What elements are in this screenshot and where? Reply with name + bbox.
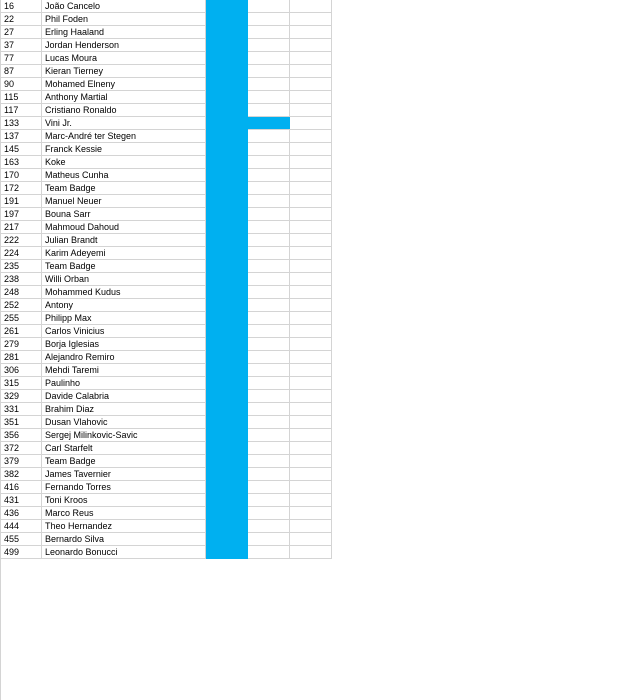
cell-player-name[interactable]: Jordan Henderson bbox=[42, 39, 206, 52]
cell-empty[interactable] bbox=[290, 104, 332, 117]
cell-empty[interactable] bbox=[290, 130, 332, 143]
cell-fill[interactable] bbox=[206, 533, 248, 546]
cell-id[interactable]: 115 bbox=[1, 91, 42, 104]
cell-empty[interactable] bbox=[248, 299, 290, 312]
cell-empty[interactable] bbox=[248, 390, 290, 403]
cell-fill[interactable] bbox=[206, 260, 248, 273]
cell-player-name[interactable]: Leonardo Bonucci bbox=[42, 546, 206, 559]
cell-empty[interactable] bbox=[290, 117, 332, 130]
cell-id[interactable]: 90 bbox=[1, 78, 42, 91]
cell-empty[interactable] bbox=[248, 494, 290, 507]
cell-player-name[interactable]: Manuel Neuer bbox=[42, 195, 206, 208]
cell-empty[interactable] bbox=[290, 546, 332, 559]
cell-id[interactable]: 77 bbox=[1, 52, 42, 65]
cell-empty[interactable] bbox=[248, 156, 290, 169]
cell-empty[interactable] bbox=[248, 26, 290, 39]
table-row bbox=[1, 104, 332, 117]
cell-empty[interactable] bbox=[290, 13, 332, 26]
cell-empty[interactable] bbox=[290, 91, 332, 104]
cell-fill[interactable] bbox=[206, 481, 248, 494]
table-row bbox=[1, 208, 332, 221]
cell-empty[interactable] bbox=[248, 338, 290, 351]
cell-fill[interactable] bbox=[206, 26, 248, 39]
cell-empty[interactable] bbox=[290, 156, 332, 169]
cell-id[interactable]: 145 bbox=[1, 143, 42, 156]
cell-player-name[interactable]: Sergej Milinkovic-Savic bbox=[42, 429, 206, 442]
cell-player-name[interactable]: Team Badge bbox=[42, 260, 206, 273]
cell-player-name[interactable]: Antony bbox=[42, 299, 206, 312]
cell-empty[interactable] bbox=[290, 286, 332, 299]
cell-fill[interactable] bbox=[206, 546, 248, 559]
cell-fill[interactable] bbox=[206, 364, 248, 377]
table-row bbox=[1, 507, 332, 520]
table-row bbox=[1, 377, 332, 390]
cell-player-name[interactable]: Mohammed Kudus bbox=[42, 286, 206, 299]
cell-id[interactable]: 279 bbox=[1, 338, 42, 351]
cell-id[interactable]: 455 bbox=[1, 533, 42, 546]
cell-id[interactable]: 306 bbox=[1, 364, 42, 377]
cell-fill[interactable] bbox=[206, 39, 248, 52]
cell-id[interactable]: 281 bbox=[1, 351, 42, 364]
cell-empty[interactable] bbox=[290, 533, 332, 546]
table-body bbox=[1, 0, 332, 559]
cell-player-name[interactable]: Mehdi Taremi bbox=[42, 364, 206, 377]
table-row bbox=[1, 286, 332, 299]
cell-player-name[interactable]: Davide Calabria bbox=[42, 390, 206, 403]
table-row bbox=[1, 364, 332, 377]
cell-id[interactable]: 261 bbox=[1, 325, 42, 338]
cell-empty[interactable] bbox=[290, 65, 332, 78]
cell-fill[interactable] bbox=[206, 312, 248, 325]
cell-empty[interactable] bbox=[248, 195, 290, 208]
table-row bbox=[1, 234, 332, 247]
cell-empty[interactable] bbox=[248, 481, 290, 494]
cell-fill[interactable] bbox=[206, 234, 248, 247]
cell-empty[interactable] bbox=[290, 52, 332, 65]
table-row bbox=[1, 52, 332, 65]
cell-empty[interactable] bbox=[248, 104, 290, 117]
cell-id[interactable]: 372 bbox=[1, 442, 42, 455]
cell-player-name[interactable]: Lucas Moura bbox=[42, 52, 206, 65]
table-row bbox=[1, 130, 332, 143]
cell-id[interactable]: 431 bbox=[1, 494, 42, 507]
table-row bbox=[1, 442, 332, 455]
table-row bbox=[1, 91, 332, 104]
cell-player-name[interactable]: Koke bbox=[42, 156, 206, 169]
cell-id[interactable]: 172 bbox=[1, 182, 42, 195]
cell-fill[interactable] bbox=[206, 52, 248, 65]
cell-fill[interactable] bbox=[206, 494, 248, 507]
table-row bbox=[1, 390, 332, 403]
cell-id[interactable]: 197 bbox=[1, 208, 42, 221]
cell-empty[interactable] bbox=[290, 390, 332, 403]
cell-fill[interactable] bbox=[206, 195, 248, 208]
cell-empty[interactable] bbox=[248, 286, 290, 299]
cell-fill[interactable] bbox=[206, 208, 248, 221]
cell-empty[interactable] bbox=[290, 234, 332, 247]
cell-player-name[interactable]: Karim Adeyemi bbox=[42, 247, 206, 260]
cell-empty[interactable] bbox=[248, 0, 290, 13]
cell-player-name[interactable]: Bernardo Silva bbox=[42, 533, 206, 546]
cell-player-name[interactable]: Phil Foden bbox=[42, 13, 206, 26]
cell-empty[interactable] bbox=[290, 299, 332, 312]
cell-empty[interactable] bbox=[248, 169, 290, 182]
cell-empty[interactable] bbox=[290, 39, 332, 52]
cell-empty[interactable] bbox=[248, 273, 290, 286]
cell-player-name[interactable]: Vini Jr. bbox=[42, 117, 206, 130]
cell-id[interactable]: 248 bbox=[1, 286, 42, 299]
cell-player-name[interactable]: Cristiano Ronaldo bbox=[42, 104, 206, 117]
table-row bbox=[1, 403, 332, 416]
cell-player-name[interactable]: Kieran Tierney bbox=[42, 65, 206, 78]
cell-empty[interactable] bbox=[248, 234, 290, 247]
table-row bbox=[1, 169, 332, 182]
table-row bbox=[1, 429, 332, 442]
cell-player-name[interactable]: Mahmoud Dahoud bbox=[42, 221, 206, 234]
cell-id[interactable]: 315 bbox=[1, 377, 42, 390]
cell-player-name[interactable]: Erling Haaland bbox=[42, 26, 206, 39]
cell-id[interactable]: 329 bbox=[1, 390, 42, 403]
table-row bbox=[1, 26, 332, 39]
cell-fill[interactable] bbox=[206, 455, 248, 468]
cell-id[interactable]: 382 bbox=[1, 468, 42, 481]
cell-empty[interactable] bbox=[290, 260, 332, 273]
cell-empty[interactable] bbox=[290, 221, 332, 234]
cell-id[interactable]: 27 bbox=[1, 26, 42, 39]
cell-empty[interactable] bbox=[248, 52, 290, 65]
cell-id[interactable]: 22 bbox=[1, 13, 42, 26]
cell-empty[interactable] bbox=[290, 169, 332, 182]
cell-player-name[interactable]: Carlos Vinicius bbox=[42, 325, 206, 338]
cell-player-name[interactable]: Marco Reus bbox=[42, 507, 206, 520]
cell-empty[interactable] bbox=[290, 208, 332, 221]
cell-id[interactable]: 16 bbox=[1, 0, 42, 13]
table-row bbox=[1, 546, 332, 559]
cell-player-name[interactable]: Bouna Sarr bbox=[42, 208, 206, 221]
cell-player-name[interactable]: Team Badge bbox=[42, 455, 206, 468]
cell-empty[interactable] bbox=[248, 377, 290, 390]
table-row bbox=[1, 143, 332, 156]
cell-empty[interactable] bbox=[248, 403, 290, 416]
table-row bbox=[1, 325, 332, 338]
cell-empty[interactable] bbox=[248, 455, 290, 468]
cell-id[interactable]: 499 bbox=[1, 546, 42, 559]
cell-id[interactable]: 133 bbox=[1, 117, 42, 130]
cell-empty[interactable] bbox=[290, 182, 332, 195]
cell-empty[interactable] bbox=[248, 130, 290, 143]
cell-fill[interactable] bbox=[206, 273, 248, 286]
cell-fill[interactable] bbox=[206, 338, 248, 351]
cell-fill[interactable] bbox=[206, 403, 248, 416]
cell-id[interactable]: 137 bbox=[1, 130, 42, 143]
table-row bbox=[1, 117, 332, 130]
cell-player-name[interactable]: James Tavernier bbox=[42, 468, 206, 481]
cell-fill[interactable] bbox=[206, 13, 248, 26]
cell-fill[interactable] bbox=[206, 117, 248, 130]
cell-empty[interactable] bbox=[248, 208, 290, 221]
cell-empty[interactable] bbox=[248, 325, 290, 338]
cell-empty[interactable] bbox=[248, 182, 290, 195]
cell-empty[interactable] bbox=[248, 221, 290, 234]
cell-id[interactable]: 252 bbox=[1, 299, 42, 312]
table-row bbox=[1, 221, 332, 234]
cell-empty[interactable] bbox=[248, 143, 290, 156]
cell-fill[interactable] bbox=[206, 78, 248, 91]
cell-id[interactable]: 255 bbox=[1, 312, 42, 325]
cell-empty[interactable] bbox=[248, 429, 290, 442]
cell-empty[interactable] bbox=[248, 533, 290, 546]
cell-fill[interactable] bbox=[206, 130, 248, 143]
cell-id[interactable]: 217 bbox=[1, 221, 42, 234]
cell-fill[interactable] bbox=[206, 91, 248, 104]
cell-player-name[interactable]: Theo Hernandez bbox=[42, 520, 206, 533]
cell-empty[interactable] bbox=[290, 403, 332, 416]
table-row bbox=[1, 13, 332, 26]
cell-id[interactable]: 191 bbox=[1, 195, 42, 208]
cell-fill[interactable] bbox=[206, 351, 248, 364]
cell-id[interactable]: 356 bbox=[1, 429, 42, 442]
cell-fill[interactable] bbox=[206, 247, 248, 260]
cell-id[interactable]: 416 bbox=[1, 481, 42, 494]
cell-id[interactable]: 222 bbox=[1, 234, 42, 247]
cell-player-name[interactable]: Dusan Vlahovic bbox=[42, 416, 206, 429]
cell-player-name[interactable]: Paulinho bbox=[42, 377, 206, 390]
cell-empty[interactable] bbox=[290, 338, 332, 351]
cell-empty[interactable] bbox=[248, 520, 290, 533]
cell-id[interactable]: 235 bbox=[1, 260, 42, 273]
cell-fill[interactable] bbox=[206, 416, 248, 429]
cell-player-name[interactable]: Brahim Diaz bbox=[42, 403, 206, 416]
cell-empty[interactable] bbox=[290, 364, 332, 377]
table-row bbox=[1, 351, 332, 364]
cell-empty[interactable] bbox=[248, 507, 290, 520]
cell-highlight-marker[interactable] bbox=[248, 117, 290, 130]
cell-fill[interactable] bbox=[206, 507, 248, 520]
cell-empty[interactable] bbox=[248, 260, 290, 273]
cell-fill[interactable] bbox=[206, 156, 248, 169]
cell-player-name[interactable]: Julian Brandt bbox=[42, 234, 206, 247]
table-row bbox=[1, 520, 332, 533]
cell-empty[interactable] bbox=[248, 364, 290, 377]
cell-empty[interactable] bbox=[290, 442, 332, 455]
cell-fill[interactable] bbox=[206, 520, 248, 533]
table-row bbox=[1, 494, 332, 507]
table-row bbox=[1, 39, 332, 52]
cell-empty[interactable] bbox=[290, 429, 332, 442]
table-row bbox=[1, 0, 332, 13]
cell-empty[interactable] bbox=[248, 247, 290, 260]
cell-empty[interactable] bbox=[290, 520, 332, 533]
cell-id[interactable]: 163 bbox=[1, 156, 42, 169]
cell-empty[interactable] bbox=[290, 78, 332, 91]
cell-fill[interactable] bbox=[206, 182, 248, 195]
cell-player-name[interactable]: Fernando Torres bbox=[42, 481, 206, 494]
cell-id[interactable]: 444 bbox=[1, 520, 42, 533]
cell-empty[interactable] bbox=[290, 351, 332, 364]
table-row bbox=[1, 273, 332, 286]
cell-fill[interactable] bbox=[206, 299, 248, 312]
cell-empty[interactable] bbox=[290, 143, 332, 156]
cell-id[interactable]: 170 bbox=[1, 169, 42, 182]
table-row bbox=[1, 338, 332, 351]
cell-fill[interactable] bbox=[206, 286, 248, 299]
cell-empty[interactable] bbox=[248, 78, 290, 91]
table-row bbox=[1, 299, 332, 312]
cell-id[interactable]: 331 bbox=[1, 403, 42, 416]
cell-player-name[interactable]: Marc-André ter Stegen bbox=[42, 130, 206, 143]
cell-player-name[interactable]: Toni Kroos bbox=[42, 494, 206, 507]
cell-fill[interactable] bbox=[206, 143, 248, 156]
cell-empty[interactable] bbox=[248, 351, 290, 364]
cell-id[interactable]: 238 bbox=[1, 273, 42, 286]
cell-empty[interactable] bbox=[290, 481, 332, 494]
cell-fill[interactable] bbox=[206, 390, 248, 403]
cell-empty[interactable] bbox=[290, 455, 332, 468]
cell-empty[interactable] bbox=[290, 494, 332, 507]
table-row bbox=[1, 468, 332, 481]
cell-empty[interactable] bbox=[290, 377, 332, 390]
cell-empty[interactable] bbox=[290, 468, 332, 481]
cell-player-name[interactable]: Franck Kessie bbox=[42, 143, 206, 156]
cell-id[interactable]: 224 bbox=[1, 247, 42, 260]
cell-player-name[interactable]: Carl Starfelt bbox=[42, 442, 206, 455]
table-row bbox=[1, 195, 332, 208]
cell-empty[interactable] bbox=[248, 468, 290, 481]
cell-empty[interactable] bbox=[290, 273, 332, 286]
cell-empty[interactable] bbox=[248, 91, 290, 104]
cell-player-name[interactable]: Borja Iglesias bbox=[42, 338, 206, 351]
cell-fill[interactable] bbox=[206, 442, 248, 455]
cell-empty[interactable] bbox=[248, 65, 290, 78]
cell-fill[interactable] bbox=[206, 429, 248, 442]
cell-fill[interactable] bbox=[206, 65, 248, 78]
cell-id[interactable]: 37 bbox=[1, 39, 42, 52]
cell-empty[interactable] bbox=[290, 0, 332, 13]
cell-empty[interactable] bbox=[290, 195, 332, 208]
cell-fill[interactable] bbox=[206, 377, 248, 390]
cell-fill[interactable] bbox=[206, 221, 248, 234]
cell-empty[interactable] bbox=[248, 442, 290, 455]
cell-player-name[interactable]: Alejandro Remiro bbox=[42, 351, 206, 364]
cell-empty[interactable] bbox=[248, 13, 290, 26]
table-row bbox=[1, 455, 332, 468]
table-row bbox=[1, 312, 332, 325]
cell-id[interactable]: 379 bbox=[1, 455, 42, 468]
cell-empty[interactable] bbox=[248, 312, 290, 325]
cell-empty[interactable] bbox=[290, 26, 332, 39]
cell-empty[interactable] bbox=[248, 39, 290, 52]
table-row bbox=[1, 65, 332, 78]
cell-fill[interactable] bbox=[206, 104, 248, 117]
cell-empty[interactable] bbox=[248, 416, 290, 429]
table-row bbox=[1, 260, 332, 273]
table-row bbox=[1, 481, 332, 494]
table-row bbox=[1, 182, 332, 195]
cell-fill[interactable] bbox=[206, 0, 248, 13]
cell-empty[interactable] bbox=[290, 416, 332, 429]
cell-empty[interactable] bbox=[290, 507, 332, 520]
cell-fill[interactable] bbox=[206, 169, 248, 182]
cell-fill[interactable] bbox=[206, 468, 248, 481]
cell-empty[interactable] bbox=[290, 325, 332, 338]
cell-id[interactable]: 117 bbox=[1, 104, 42, 117]
cell-player-name[interactable]: Anthony Martial bbox=[42, 91, 206, 104]
cell-player-name[interactable]: Matheus Cunha bbox=[42, 169, 206, 182]
table-row bbox=[1, 156, 332, 169]
cell-player-name[interactable]: Philipp Max bbox=[42, 312, 206, 325]
cell-empty[interactable] bbox=[290, 312, 332, 325]
table-row bbox=[1, 533, 332, 546]
cell-id[interactable]: 87 bbox=[1, 65, 42, 78]
cell-empty[interactable] bbox=[290, 247, 332, 260]
cell-player-name[interactable]: Willi Orban bbox=[42, 273, 206, 286]
table-row bbox=[1, 247, 332, 260]
data-table bbox=[1, 0, 332, 559]
cell-id[interactable]: 351 bbox=[1, 416, 42, 429]
table-row bbox=[1, 416, 332, 429]
cell-player-name[interactable]: Mohamed Elneny bbox=[42, 78, 206, 91]
cell-fill[interactable] bbox=[206, 325, 248, 338]
cell-player-name[interactable]: Team Badge bbox=[42, 182, 206, 195]
table-row bbox=[1, 78, 332, 91]
cell-id[interactable]: 436 bbox=[1, 507, 42, 520]
cell-player-name[interactable]: João Cancelo bbox=[42, 0, 206, 13]
cell-empty[interactable] bbox=[248, 546, 290, 559]
